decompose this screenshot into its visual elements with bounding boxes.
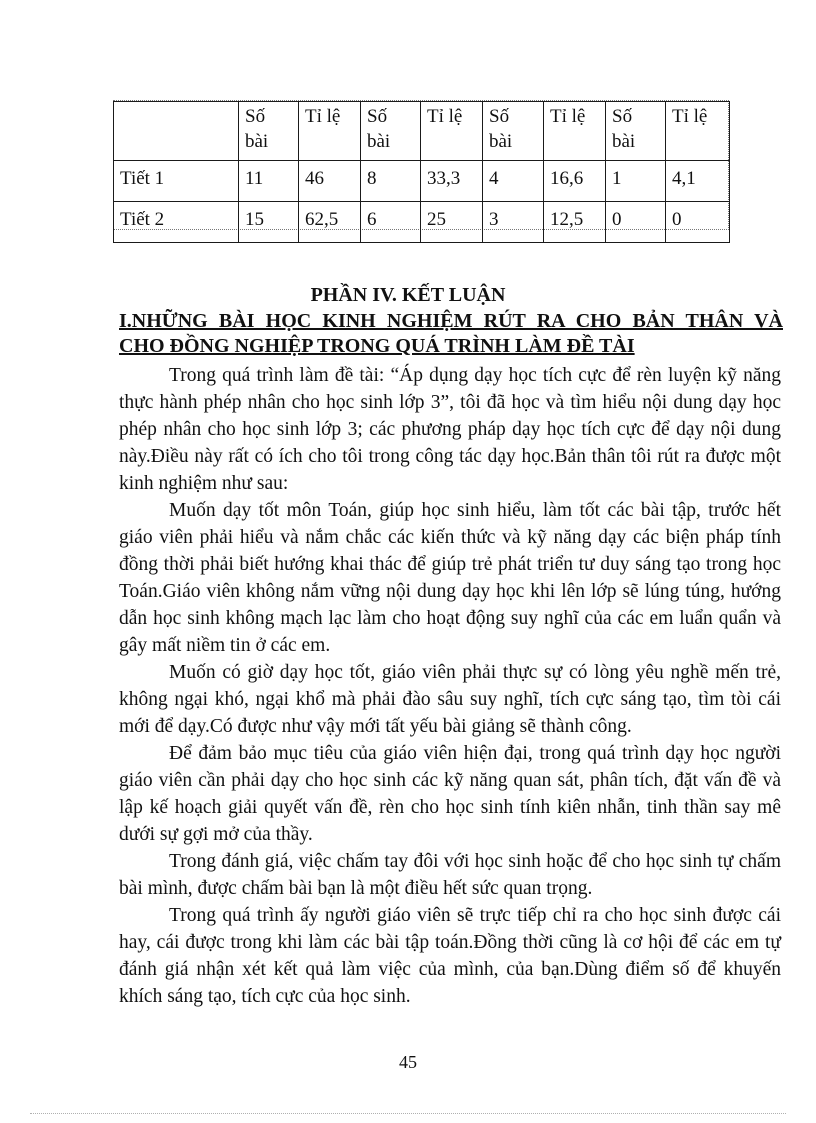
table-cell: 12,5 xyxy=(544,202,606,243)
section-heading-line-2: CHO ĐỒNG NGHIỆP TRONG QUÁ TRÌNH LÀM ĐỀ TÀI xyxy=(119,335,635,357)
paragraph: Muốn có giờ dạy học tốt, giáo viên phải thực sự có lòng yêu nghề mến trẻ, không ngại khó, ngại khổ mà phải đào sâu suy nghĩ, tích cực sáng tạo, tìm tòi cái mới để dạy.Có được như vậy mới tất yếu bài giảng sẽ thành công. xyxy=(119,662,781,737)
header-cell: Số bài xyxy=(361,102,421,161)
page-number: 45 xyxy=(399,1052,417,1072)
paragraph: Để đảm bảo mục tiêu của giáo viên hiện đại, trong quá trình dạy học người giáo viên cần phải dạy cho học sinh các kỹ năng quan sát, phân tích, đặt vấn đề và lập kế hoạch giải quyết vấn đề, rèn cho học sinh tính kiên nhẫn, tinh thần say mê dưới sự gợi mở của thầy. xyxy=(119,743,781,845)
results-table xyxy=(113,101,730,243)
table-cell: 4 xyxy=(483,161,544,202)
section-heading-line-1: I.NHỮNG BÀI HỌC KINH NGHIỆM RÚT RA CHO BẢN THÂN VÀ xyxy=(119,310,783,332)
table-cell: Tiết 2 xyxy=(114,202,239,243)
table-cell: 1 xyxy=(606,161,666,202)
table-cell: 0 xyxy=(606,202,666,243)
part-title: PHẦN IV. KẾT LUẬN xyxy=(310,284,506,306)
footer-divider xyxy=(30,1113,786,1114)
paragraph: Trong quá trình làm đề tài: “Áp dụng dạy học tích cực để rèn luyện kỹ năng thực hành phép nhân cho học sinh lớp 3”, tôi đã học và tìm hiểu nội dung dạy học phép nhân cho học sinh lớp 3; các phương pháp dạy học tích cực để dạy nội dung này.Điều này rất có ích cho tôi trong công tác dạy học.Bản thân tôi rút ra được một kinh nghiệm như sau: xyxy=(119,365,781,494)
table-cell: 11 xyxy=(239,161,299,202)
table-cell: 33,3 xyxy=(421,161,483,202)
table-cell: 16,6 xyxy=(544,161,606,202)
table-row xyxy=(114,202,730,243)
table-cell: 8 xyxy=(361,161,421,202)
table-cell: 25 xyxy=(421,202,483,243)
header-cell: Tỉ lệ xyxy=(299,102,361,161)
table-cell: 46 xyxy=(299,161,361,202)
table-cell: 62,5 xyxy=(299,202,361,243)
header-cell: Số bài xyxy=(239,102,299,161)
paragraph: Trong quá trình ấy người giáo viên sẽ trực tiếp chỉ ra cho học sinh được cái hay, cái được trong khi làm các bài tập toán.Đồng thời cũng là cơ hội để các em tự đánh giá nhận xét kết quả làm việc của mình, của bạn.Dùng điểm số để khuyến khích sáng tạo, tích cực của học sinh. xyxy=(119,905,781,1007)
paragraph: Trong đánh giá, việc chấm tay đôi với học sinh hoặc để cho học sinh tự chấm bài mình, được chấm bài bạn là một điều hết sức quan trọng. xyxy=(119,851,781,899)
header-cell: Số bài xyxy=(483,102,544,161)
header-cell xyxy=(114,102,239,161)
header-cell: Tỉ lệ xyxy=(666,102,730,161)
paragraph: Muốn dạy tốt môn Toán, giúp học sinh hiểu, làm tốt các bài tập, trước hết giáo viên phải hiểu và nắm chắc các kiến thức và kỹ năng dạy các biện pháp tính đồng thời phải biết hướng khai thác để giúp trẻ phát triển tư duy sáng tạo trong học Toán.Giáo viên không nắm vững nội dung dạy học khi lên lớp sẽ lúng túng, hướng dẫn học sinh không mạch lạc làm cho hoạt động suy nghĩ của các em luẩn quẩn và gây mất niềm tin ở các em. xyxy=(119,500,781,656)
header-cell: Tỉ lệ xyxy=(544,102,606,161)
body-text xyxy=(119,362,781,1010)
table-cell: 15 xyxy=(239,202,299,243)
table-cell: 0 xyxy=(666,202,730,243)
table-header-row xyxy=(114,102,730,161)
table-cell: 4,1 xyxy=(666,161,730,202)
table-cell: 6 xyxy=(361,202,421,243)
section-heading xyxy=(119,309,783,359)
header-cell: Số bài xyxy=(606,102,666,161)
header-cell: Tỉ lệ xyxy=(421,102,483,161)
table-cell: Tiết 1 xyxy=(114,161,239,202)
table-row xyxy=(114,161,730,202)
table-cell: 3 xyxy=(483,202,544,243)
